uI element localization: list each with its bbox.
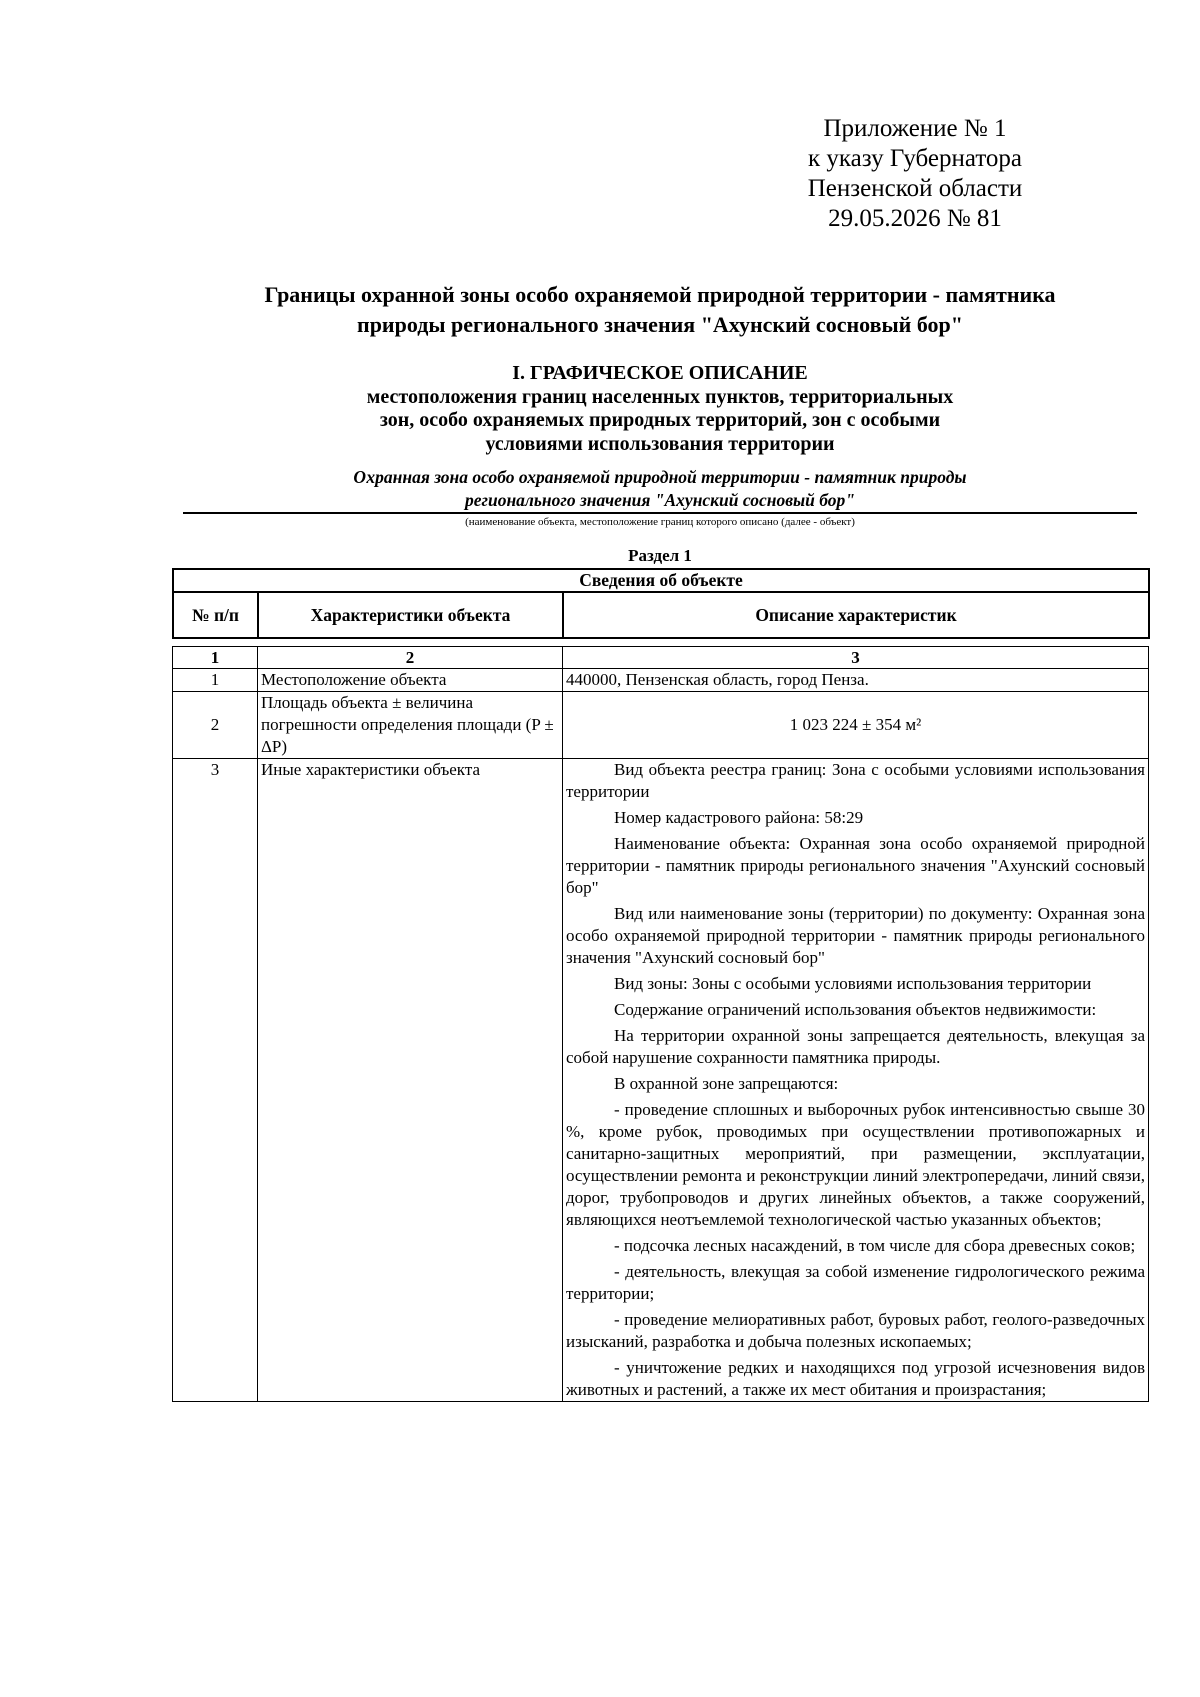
row-characteristic: Местоположение объекта — [258, 669, 563, 692]
appendix-number: Приложение № 1 — [823, 115, 1007, 142]
object-info-header-table — [172, 568, 1150, 639]
restriction-item: - уничтожение редких и находящихся под угрозой исчезновения видов животных и растений, а также их мест обитания и произрастания; — [566, 1358, 1145, 1399]
appendix-decree-ref: к указу Губернатора — [807, 145, 1023, 172]
header-description: Описание характеристик — [563, 592, 1149, 638]
row-number: 3 — [173, 759, 258, 1402]
description-paragraph: Вид объекта реестра границ: Зона с особыми условиями использования территории — [566, 760, 1145, 801]
object-info-table — [172, 646, 1149, 1402]
column-numbers-row — [173, 647, 1149, 669]
object-name-line-1: Охранная зона особо охраняемой природной территории - памятник природы — [353, 467, 967, 487]
appendix-block — [760, 114, 1070, 234]
description-paragraph: В охранной зоне запрещаются: — [614, 1074, 839, 1093]
restriction-item: - подсочка лесных насаждений, в том числе для сбора древесных соков; — [614, 1236, 1136, 1255]
object-name-underline — [183, 512, 1137, 514]
row-number: 2 — [173, 692, 258, 759]
header-number: № п/п — [173, 592, 258, 638]
column-number: 3 — [563, 647, 1149, 669]
description-paragraph: Вид или наименование зоны (территории) по документу: Охранная зона особо охраняемой природной территории - памятник природы регионального значения "Ахунский сосновый бор" — [566, 904, 1145, 967]
column-number: 2 — [258, 647, 563, 669]
header-characteristic: Характеристики объекта — [258, 592, 563, 638]
row-description: 440000, Пензенская область, город Пенза. — [563, 669, 1149, 692]
row-description — [563, 759, 1149, 1402]
description-paragraph: Наименование объекта: Охранная зона особо охраняемой природной территории - памятник природы регионального значения "Ахунский сосновый бор" — [566, 834, 1145, 897]
appendix-date-number: 29.05.2026 № 81 — [828, 205, 1002, 232]
section-heading-line-4: условиями использования территории — [485, 432, 835, 455]
restriction-item: - деятельность, влекущая за собой изменение гидрологического режима территории; — [566, 1262, 1145, 1303]
table-row — [173, 692, 1149, 759]
object-name — [160, 466, 1160, 512]
column-number: 1 — [173, 647, 258, 669]
document-title-line-2: природы регионального значения "Ахунский сосновый бор" — [357, 312, 963, 337]
row-characteristic: Иные характеристики объекта — [258, 759, 563, 1402]
description-paragraph: На территории охранной зоны запрещается деятельность, влекущая за собой нарушение сохранности памятника природы. — [566, 1026, 1145, 1067]
description-paragraph: Номер кадастрового района: 58:29 — [614, 808, 864, 827]
restriction-item: - проведение сплошных и выборочных рубок интенсивностью свыше 30 %, кроме рубок, проводимых при осуществлении противопожарных и санитарно-защитных мероприятий, при размещении, эксплуатации, осуществлении ремонта и реконструкции линий электропередачи, линий связи, дорог, трубопроводов и других линейных объектов, а также сооружений, являющихся неотъемлемой технологической частью указанных объектов; — [566, 1100, 1145, 1229]
appendix-region: Пензенской области — [807, 175, 1023, 202]
object-name-line-2: регионального значения "Ахунский сосновый бор" — [464, 490, 855, 510]
description-paragraph: Вид зоны: Зоны с особыми условиями использования территории — [614, 974, 1092, 993]
row-number: 1 — [173, 669, 258, 692]
section-heading-line-1: I. ГРАФИЧЕСКОЕ ОПИСАНИЕ — [512, 362, 808, 384]
document-title-line-1: Границы охранной зоны особо охраняемой природной территории - памятника — [264, 282, 1056, 307]
section-heading-line-2: местоположения границ населенных пунктов, территориальных — [366, 385, 954, 408]
row-description: 1 023 224 ± 354 м² — [563, 692, 1149, 759]
section-label: Раздел 1 — [628, 546, 692, 565]
object-name-caption: (наименование объекта, местоположение границ которого описано (далее - объект) — [465, 516, 855, 528]
description-paragraph: Содержание ограничений использования объектов недвижимости: — [614, 1000, 1097, 1019]
restriction-item: - проведение мелиоративных работ, буровых работ, геолого-разведочных изысканий, разработка и добыча полезных ископаемых; — [566, 1310, 1145, 1351]
row-characteristic: Площадь объекта ± величина погрешности определения площади (P ± ΔP) — [258, 692, 563, 759]
table-row — [173, 759, 1149, 1402]
section-heading — [160, 362, 1160, 456]
table-title: Сведения об объекте — [173, 569, 1149, 592]
table-row — [173, 669, 1149, 692]
document-title — [160, 280, 1160, 340]
section-heading-line-3: зон, особо охраняемых природных территорий, зон с особыми — [379, 409, 941, 431]
